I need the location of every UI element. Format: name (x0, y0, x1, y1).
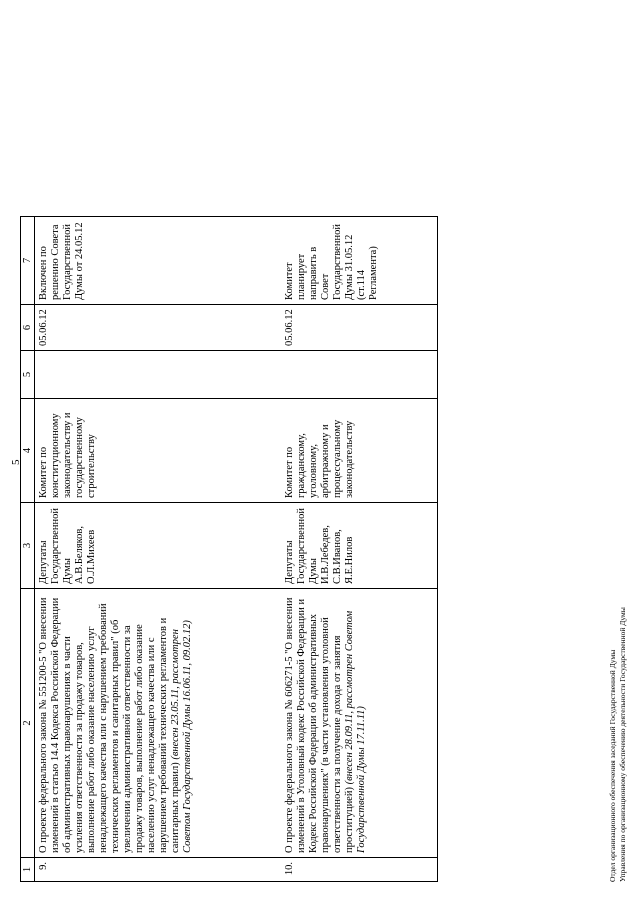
footer-line-1: Отдел организационного обеспечения заседаний Государственной Думы (608, 649, 617, 882)
bill-authors: Депутаты Государственной Думы А.В.Беляков, О.Л.Михеев (35, 503, 282, 589)
status-cell: Включен по решению Совета Государственной Думы от 24.05.12 (35, 217, 282, 305)
col-header: 1 (21, 858, 35, 882)
status-cell: Комитет планирует направить в Совет Государственной Думы 31.05.12 (ст.114 Регламента) (281, 217, 438, 305)
page-number: 5 (10, 459, 22, 465)
col-header: 5 (21, 351, 35, 399)
header-row (21, 217, 35, 882)
col-header: 4 (21, 399, 35, 503)
date-cell: 05.06.12 (281, 305, 438, 351)
bill-description (35, 589, 282, 858)
responsible-committee: Комитет по конституционному законодательству и государственному строительству (35, 399, 282, 503)
col-header: 7 (21, 217, 35, 305)
table-row (281, 217, 438, 882)
row-number: 9. (35, 858, 282, 882)
table-row (35, 217, 282, 882)
col-header: 3 (21, 503, 35, 589)
col-header: 2 (21, 589, 35, 858)
bill-title: О проекте федерального закона № 606271-5 "О внесении изменений в Уголовный кодекс Российской Федерации и Кодекс Российской Федерации об административных правонарушениях" (в части установления уголовной ответственности за получение дохода от занятия проституцией) (284, 597, 355, 853)
agenda-table (20, 216, 438, 882)
bill-description (281, 589, 438, 858)
bill-title: О проекте федерального закона № 551200-5 "О внесении изменений в статью 14.4 Кодекса Российской Федерации об административных правонарушениях в части усиления ответственности за продажу товаров, выполнение работ либо оказание населению услуг ненадлежащего качества или с нарушением требований технических регламентов и санитарных правил" (об увеличении административной ответственности за продажу товаров, выполнение работ либо оказание населению услуг ненадлежащего качества или с нарушением требований технических регламентов и санитарных правил) (38, 597, 181, 853)
col5-cell (35, 351, 282, 399)
date-cell: 05.06.12 (35, 305, 282, 351)
col-header: 6 (21, 305, 35, 351)
responsible-committee: Комитет по гражданскому, уголовному, арбитражному и процессуальному законодательству (281, 399, 438, 503)
bill-note: (внесен 28.09.11, рассмотрен Советом Государственной Думы 17.11.11) (344, 610, 367, 853)
footer-line-2: Управления по организационному обеспечению деятельности Государственной Думы (618, 607, 627, 882)
bill-authors: Депутаты Государственной Думы И.В.Лебедев, С.В.Иванов, Я.Е.Нилов (281, 503, 438, 589)
bill-note: (внесен 23.05.11, рассмотрен Советом Государственной Думы 16.06.11, 09.02.12) (170, 620, 193, 853)
row-number: 10. (281, 858, 438, 882)
col5-cell (281, 351, 438, 399)
